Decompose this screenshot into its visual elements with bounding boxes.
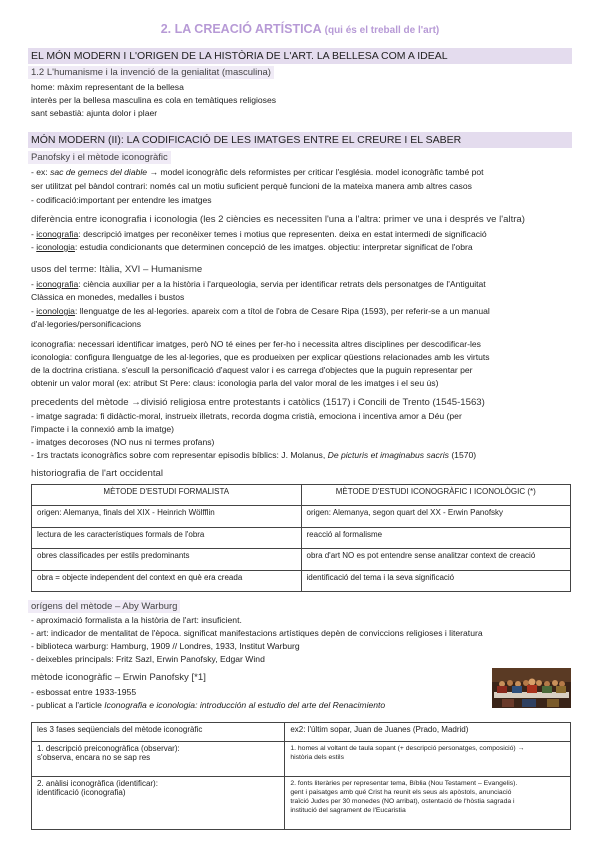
text-line: d'al·legories/personificacions xyxy=(31,319,142,329)
title-main: 2. LA CREACIÓ ARTÍSTICA xyxy=(160,22,322,36)
table-row xyxy=(32,549,571,570)
text-span: → model iconogràfic dels reformistes per criticar l'església. model iconogràfic també pot xyxy=(147,167,484,177)
text-line: - imatge sagrada: fi didàctic-moral, instrueix illetrats, recorda dogma cristià, emociona i incentiva amor a Déu (per xyxy=(31,411,462,421)
section-header-modern-world: EL MÓN MODERN I L'ORIGEN DE LA HISTÒRIA DE L'ART. LA BELLESA COM A IDEAL xyxy=(28,48,572,64)
text-span: - ex: xyxy=(31,167,51,177)
text-span: - xyxy=(31,306,37,316)
table-cell: 2. fonts literàries per representar tema, Bíblia (Nou Testament – Evangelis). gent i paisatges amb qué Crist ha reunit els seus als apòstols, anunciació traïció Judes per 30 monedes (NO arribat), ostentació de l'hòstia sagrada i institució del sagrament de l'Eucaristia xyxy=(285,777,571,830)
table-cell: 2. anàlisi iconogràfica (identificar): identificació (iconografia) xyxy=(32,777,285,830)
painting-illustration xyxy=(492,668,571,708)
table-header: MÈTODE D'ESTUDI ICONOGRÀFIC I ICONOLÒGIC (*) xyxy=(301,485,571,506)
text-line: - aproximació formalista a la història de l'art: insuficient. xyxy=(31,615,242,625)
text-line: home: màxim representant de la bellesa xyxy=(31,82,184,92)
text-italic: sac de gemecs del diable xyxy=(50,167,148,177)
text-line: iconografia: necessari identificar imatges, però NO té eines per fer-ho i necessita altres disciplines per descodificar-les xyxy=(31,339,481,349)
table-cell: origen: Alemanya, segon quart del XX - Erwin Panofsky xyxy=(301,506,571,527)
text-italic: Iconografia e iconologia: introducción al estudio del arte del Renacimiento xyxy=(104,700,386,710)
table-row xyxy=(32,570,571,591)
text-line xyxy=(31,229,571,240)
table-row xyxy=(32,777,571,830)
text-line: l'impacte i la connexió amb la imatge) xyxy=(31,424,175,434)
text-line: iconologia: configura llenguatge de les al·legories, que es produeixen per explicar qüestions relacionades amb les virtuts xyxy=(31,352,490,362)
text-underlined: iconografia xyxy=(36,229,79,239)
table-cell: obres classificades per estils predominants xyxy=(32,549,302,570)
table-row xyxy=(32,527,571,548)
text-span: : estudia condicionants que determinen concepció de les imatges. objectiu: interpretar significat de l'obra xyxy=(74,242,473,252)
text-line: de la doctrina cristiana. s'escull la personificació d'aquest valor i es carrega d'objectes que la puguin representar per xyxy=(31,365,473,375)
text-line: - esbossat entre 1933-1955 xyxy=(31,687,137,697)
comparison-table xyxy=(31,484,571,592)
text-line: - codificació:important per entendre les imatges xyxy=(31,195,212,205)
heading-precedents: precedents del mètode →divisió religiosa entre protestants i catòlics (1517) i Concili de Trento (1545-1563) xyxy=(31,397,485,408)
text-underlined: iconologia xyxy=(36,242,75,252)
heading-difference: diferència entre iconografia i iconologia (les 2 ciències es necessiten l'una a l'altra: primer ve una i després ve l'altra) xyxy=(31,214,525,225)
table-cell: identificació del tema i la seva significació xyxy=(301,570,571,591)
subsection-panofsky: Panofsky i el mètode iconogràfic xyxy=(28,151,171,164)
subsection-warburg: orígens del mètode – Aby Warburg xyxy=(28,600,180,613)
text-line xyxy=(31,700,491,711)
table-cell: obra d'art NO es pot entendre sense analitzar context de creació xyxy=(301,549,571,570)
text-span: : descripció imatges per reconèixer temes i motius que representen. deixa en estat intermedi de significació xyxy=(78,229,487,239)
text-span: - xyxy=(31,229,37,239)
table-cell: reacció al formalisme xyxy=(301,527,571,548)
text-line: - biblioteca warburg: Hamburg, 1909 // Londres, 1933, Institut Warburg xyxy=(31,641,300,651)
heading-method: mètode iconogràfic – Erwin Panofsky [*1] xyxy=(31,672,206,683)
table-cell: 1. homes al voltant de taula sopant (+ descripció personatges, composició) → història dels estils xyxy=(285,742,571,777)
heading-historiography: historiografia de l'art occidental xyxy=(31,468,163,479)
text-line xyxy=(31,242,571,253)
text-line xyxy=(31,167,571,178)
page-title xyxy=(0,22,600,36)
text-underlined: iconologia xyxy=(36,306,75,316)
text-line: - art: indicador de mentalitat de l'època. significat manifestacions artístiques depèn de conviccions religioses i literatura xyxy=(31,628,483,638)
text-line: sant sebastià: ajunta dolor i plaer xyxy=(31,108,158,118)
table-cell: 1. descripció preiconogràfica (observar): s'observa, encara no se sap res xyxy=(32,742,285,777)
title-subtitle: (qui és el treball de l'art) xyxy=(324,25,440,36)
text-span: - 1rs tractats iconogràfics sobre com representar episodis bíblics: J. Molanus, xyxy=(31,450,328,460)
text-line xyxy=(31,279,571,290)
table-header: ex2: l'últim sopar, Juan de Juanes (Prado, Madrid) xyxy=(285,723,571,742)
subsection-humanism: 1.2 L'humanisme i la invenció de la genialitat (masculina) xyxy=(28,66,274,79)
table-cell: lectura de les característiques formals de l'obra xyxy=(32,527,302,548)
text-italic: De picturis et imaginabus sacris xyxy=(327,450,449,460)
text-line: - deixebles principals: Fritz Sazl, Erwin Panofsky, Edgar Wind xyxy=(31,654,265,664)
text-line: ser utilitzat pel bàndol contrari: només cal un motiu suficient perquè funcioni de la mateixa manera amb altres casos xyxy=(31,181,472,191)
table-header-row xyxy=(32,723,571,742)
text-line: Clàssica en monedes, medalles i bustos xyxy=(31,292,185,302)
table-header: les 3 fases seqüencials del mètode iconogràfic xyxy=(32,723,285,742)
table-cell: origen: Alemanya, finals del XIX - Heinrich Wölfflin xyxy=(32,506,302,527)
table-header-row xyxy=(32,485,571,506)
text-line: obtenir un valor moral (ex: atribut St Pere: claus: iconologia parla del valor moral de les imatges i el seu ús) xyxy=(31,378,439,388)
heading-uses: usos del terme: Itàlia, XVI – Humanisme xyxy=(31,264,203,275)
text-span: - xyxy=(31,242,37,252)
table-row xyxy=(32,742,571,777)
text-line xyxy=(31,306,571,317)
text-line xyxy=(31,450,571,461)
text-span: (1570) xyxy=(448,450,477,460)
table-row xyxy=(32,506,571,527)
text-span: - publicat a l'article xyxy=(31,700,105,710)
text-span: : ciència auxiliar per a la història i l'arqueologia, servia per identificar retrats dels personatges de l'Antiguitat xyxy=(78,279,486,289)
last-supper-painting-image xyxy=(492,668,571,708)
method-phases-table xyxy=(31,722,571,830)
text-span: - xyxy=(31,279,37,289)
text-span: : llenguatge de les al·legories. apareix com a títol de l'obra de Cesare Ripa (1593), per referir-se a un manual xyxy=(74,306,490,316)
text-line: - imatges decoroses (NO nus ni termes profans) xyxy=(31,437,215,447)
text-line: interès per la bellesa masculina es cola en temàtiques religioses xyxy=(31,95,277,105)
table-cell: obra = objecte independent del context en què era creada xyxy=(32,570,302,591)
table-header: MÈTODE D'ESTUDI FORMALISTA xyxy=(32,485,302,506)
text-underlined: iconografia xyxy=(36,279,79,289)
section-header-codification: MÓN MODERN (II): LA CODIFICACIÓ DE LES IMATGES ENTRE EL CREURE I EL SABER xyxy=(28,132,572,148)
